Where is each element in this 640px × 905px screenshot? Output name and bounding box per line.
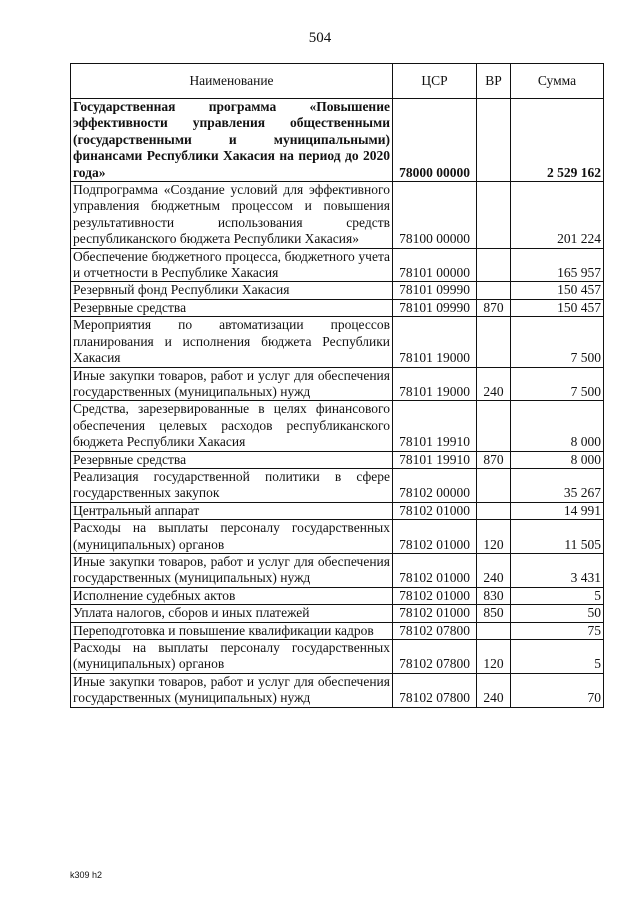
row-csr: 78101 19000: [393, 317, 477, 367]
row-vr: 240: [477, 367, 511, 401]
row-name: Исполнение судебных актов: [71, 587, 393, 604]
row-name: Расходы на выплаты персоналу государственных (муниципальных) органов: [71, 520, 393, 554]
row-vr: 850: [477, 605, 511, 622]
table-row: [71, 673, 604, 707]
row-vr: [477, 282, 511, 299]
row-vr: [477, 317, 511, 367]
table-row: [71, 317, 604, 367]
row-vr: [477, 99, 511, 182]
row-csr: 78102 07800: [393, 622, 477, 639]
row-vr: 870: [477, 451, 511, 468]
row-csr: 78100 00000: [393, 182, 477, 249]
row-sum: 7 500: [511, 317, 604, 367]
row-name: Иные закупки товаров, работ и услуг для обеспечения государственных (муниципальных) нужд: [71, 367, 393, 401]
row-name: Реализация государственной политики в сфере государственных закупок: [71, 468, 393, 502]
row-csr: 78101 19000: [393, 367, 477, 401]
header-vr: ВР: [477, 64, 511, 99]
page-number: 504: [308, 30, 332, 46]
row-csr: 78102 01000: [393, 520, 477, 554]
row-name: Центральный аппарат: [71, 502, 393, 519]
table-row: [71, 401, 604, 451]
table-row: [71, 640, 604, 674]
row-sum: 5: [511, 587, 604, 604]
table-header-row: [71, 64, 604, 99]
row-csr: 78102 01000: [393, 605, 477, 622]
row-name: Резервные средства: [71, 299, 393, 316]
row-csr: 78101 09990: [393, 282, 477, 299]
row-vr: [477, 622, 511, 639]
row-sum: 7 500: [511, 367, 604, 401]
row-sum: 70: [511, 673, 604, 707]
row-sum: 50: [511, 605, 604, 622]
row-sum: 11 505: [511, 520, 604, 554]
row-name: Государственная программа «Повышение эффективности управления общественными (государственными и муниципальными) финансами Республики Хакасия на период до 2020 года»: [71, 99, 393, 182]
row-name: Резервные средства: [71, 451, 393, 468]
row-vr: 870: [477, 299, 511, 316]
table-row: [71, 451, 604, 468]
header-sum: Сумма: [511, 64, 604, 99]
table-row: [71, 182, 604, 249]
row-vr: 240: [477, 553, 511, 587]
row-csr: 78102 07800: [393, 640, 477, 674]
row-csr: 78101 19910: [393, 451, 477, 468]
row-vr: 240: [477, 673, 511, 707]
table-row: [71, 299, 604, 316]
row-sum: 150 457: [511, 282, 604, 299]
row-name: Иные закупки товаров, работ и услуг для обеспечения государственных (муниципальных) нужд: [71, 673, 393, 707]
row-vr: 120: [477, 640, 511, 674]
row-name: Подпрограмма «Создание условий для эффективного управления бюджетным процессом и повышения результативности использования средств республиканского бюджета Республики Хакасия»: [71, 182, 393, 249]
row-csr: 78101 09990: [393, 299, 477, 316]
table-row: [71, 553, 604, 587]
table-row: [71, 622, 604, 639]
table-row: [71, 99, 604, 182]
table-row: [71, 502, 604, 519]
row-vr: [477, 468, 511, 502]
table-row: [71, 367, 604, 401]
row-vr: [477, 401, 511, 451]
row-name: Переподготовка и повышение квалификации кадров: [71, 622, 393, 639]
row-csr: 78102 07800: [393, 673, 477, 707]
row-sum: 5: [511, 640, 604, 674]
row-csr: 78101 00000: [393, 248, 477, 282]
row-name: Мероприятия по автоматизации процессов планирования и исполнения бюджета Республики Хакасия: [71, 317, 393, 367]
row-csr: 78102 01000: [393, 587, 477, 604]
row-name: Иные закупки товаров, работ и услуг для обеспечения государственных (муниципальных) нужд: [71, 553, 393, 587]
table-row: [71, 468, 604, 502]
header-csr: ЦСР: [393, 64, 477, 99]
row-csr: 78102 00000: [393, 468, 477, 502]
row-csr: 78102 01000: [393, 502, 477, 519]
row-csr: 78101 19910: [393, 401, 477, 451]
budget-table: [70, 63, 604, 708]
table-row: [71, 587, 604, 604]
row-sum: 165 957: [511, 248, 604, 282]
row-csr: 78000 00000: [393, 99, 477, 182]
row-vr: [477, 502, 511, 519]
row-sum: 2 529 162: [511, 99, 604, 182]
row-sum: 8 000: [511, 451, 604, 468]
row-name: Обеспечение бюджетного процесса, бюджетного учета и отчетности в Республике Хакасия: [71, 248, 393, 282]
row-vr: 830: [477, 587, 511, 604]
row-vr: 120: [477, 520, 511, 554]
row-vr: [477, 248, 511, 282]
table-row: [71, 248, 604, 282]
footer-code: k309 h2: [70, 870, 103, 880]
row-sum: 8 000: [511, 401, 604, 451]
row-sum: 14 991: [511, 502, 604, 519]
table-row: [71, 605, 604, 622]
row-sum: 75: [511, 622, 604, 639]
table-row: [71, 282, 604, 299]
row-sum: 3 431: [511, 553, 604, 587]
row-name: Средства, зарезервированные в целях финансового обеспечения целевых расходов республиканского бюджета Республики Хакасия: [71, 401, 393, 451]
row-csr: 78102 01000: [393, 553, 477, 587]
row-name: Расходы на выплаты персоналу государственных (муниципальных) органов: [71, 640, 393, 674]
header-name: Наименование: [71, 64, 393, 99]
row-sum: 201 224: [511, 182, 604, 249]
row-sum: 150 457: [511, 299, 604, 316]
row-vr: [477, 182, 511, 249]
row-name: Резервный фонд Республики Хакасия: [71, 282, 393, 299]
row-name: Уплата налогов, сборов и иных платежей: [71, 605, 393, 622]
table-row: [71, 520, 604, 554]
row-sum: 35 267: [511, 468, 604, 502]
